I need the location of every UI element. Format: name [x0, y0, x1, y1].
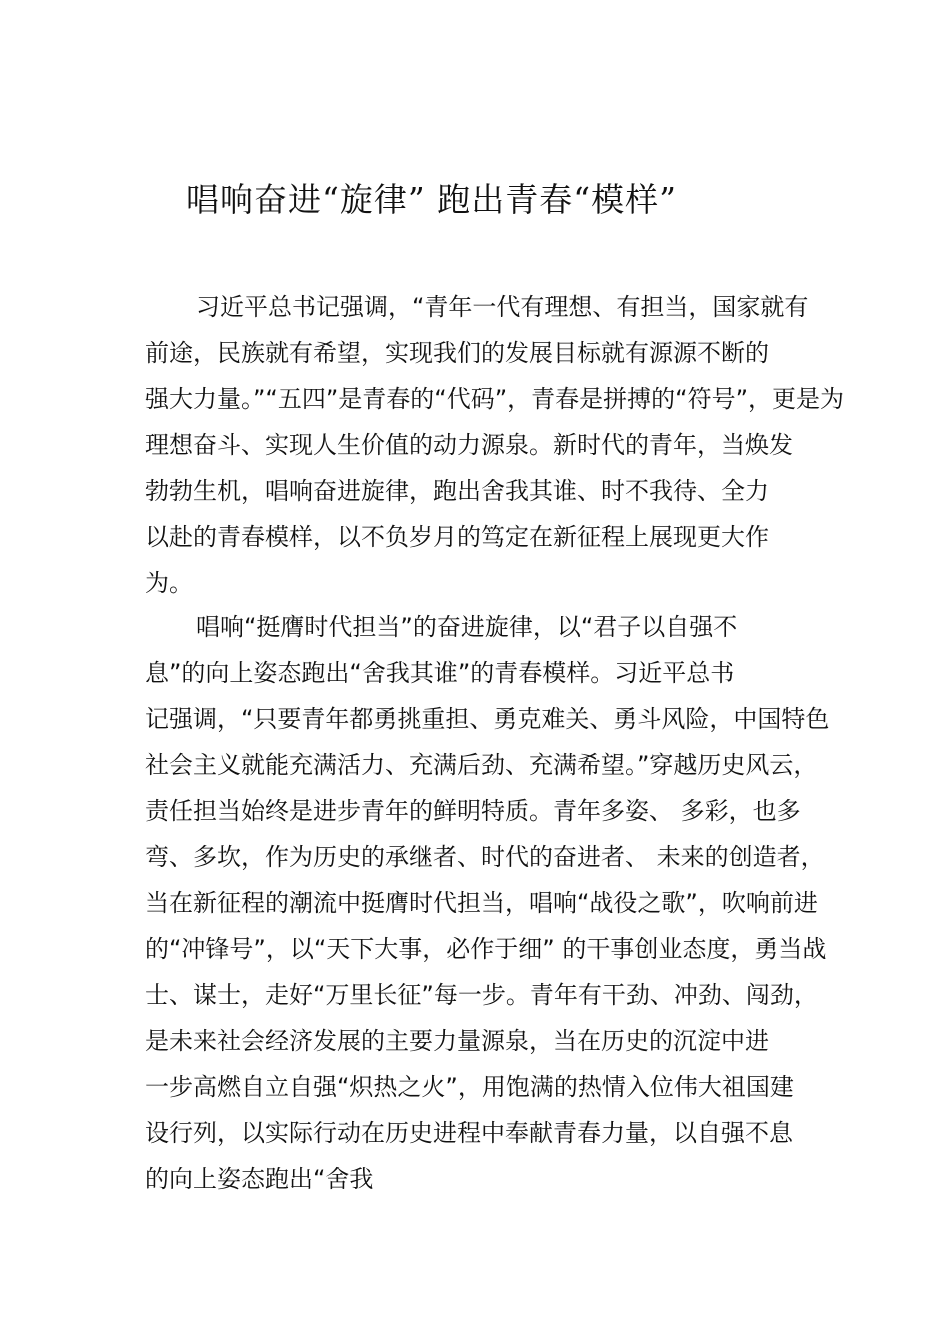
paragraph-2-line: 的向上姿态跑出“舍我 [145, 1165, 374, 1193]
paragraph-2-line: 是未来社会经济发展的主要力量源泉，当在历史的沉淀中进 [145, 1027, 769, 1055]
paragraph-1-line: 前途，民族就有希望，实现我们的发展目标就有源源不断的 [145, 339, 769, 367]
paragraph-2-line: 记强调，“只要青年都勇挑重担、勇克难关、勇斗风险，中国特色 [145, 705, 830, 733]
paragraph-2-line: 当在新征程的潮流中挺膺时代担当，唱响“战役之歌”，吹响前进 [145, 889, 818, 917]
paragraph-2-line: 设行列，以实际行动在历史进程中奉献青春力量，以自强不息 [145, 1119, 793, 1147]
paragraph-1-line: 理想奋斗、实现人生价值的动力源泉。新时代的青年，当焕发 [145, 431, 793, 459]
paragraph-1-line: 习近平总书记强调，“青年一代有理想、有担当，国家就有 [196, 293, 809, 321]
paragraph-2-line: 一步高燃自立自强“炽热之火”，用饱满的热情入位伟大祖国建 [145, 1073, 794, 1101]
paragraph-2-line: 弯、多坎，作为历史的承继者、时代的奋进者、 未来的创造者， [145, 843, 825, 871]
paragraph-2-line: 责任担当始终是进步青年的鲜明特质。青年多姿、 多彩，也多 [145, 797, 801, 825]
paragraph-2-line: 唱响“挺膺时代担当”的奋进旋律，以“君子以自强不 [196, 613, 738, 641]
paragraph-2-line: 息”的向上姿态跑出“舍我其谁”的青春模样。习近平总书 [145, 659, 735, 687]
paragraph-2-line: 社会主义就能充满活力、充满后劲、充满希望。”穿越历史风云， [145, 751, 818, 779]
paragraph-1-line: 以赴的青春模样，以不负岁月的笃定在新征程上展现更大作 [145, 523, 769, 551]
paragraph-2-line: 的“冲锋号”，以“天下大事，必作于细” 的干事创业态度，勇当战 [145, 935, 827, 963]
paragraph-1-line: 为。 [145, 569, 193, 597]
paragraph-1-line: 强大力量。”“五四”是青春的“代码”，青春是拼搏的“符号”，更是为 [145, 385, 845, 413]
paragraph-1-line: 勃勃生机，唱响奋进旋律，跑出舍我其谁、时不我待、全力 [145, 477, 769, 505]
document-title: 唱响奋进“旋律” 跑出青春“模样” [186, 180, 677, 219]
paragraph-2-line: 士、谋士，走好“万里长征”每一步。青年有干劲、冲劲、闯劲， [145, 981, 818, 1009]
